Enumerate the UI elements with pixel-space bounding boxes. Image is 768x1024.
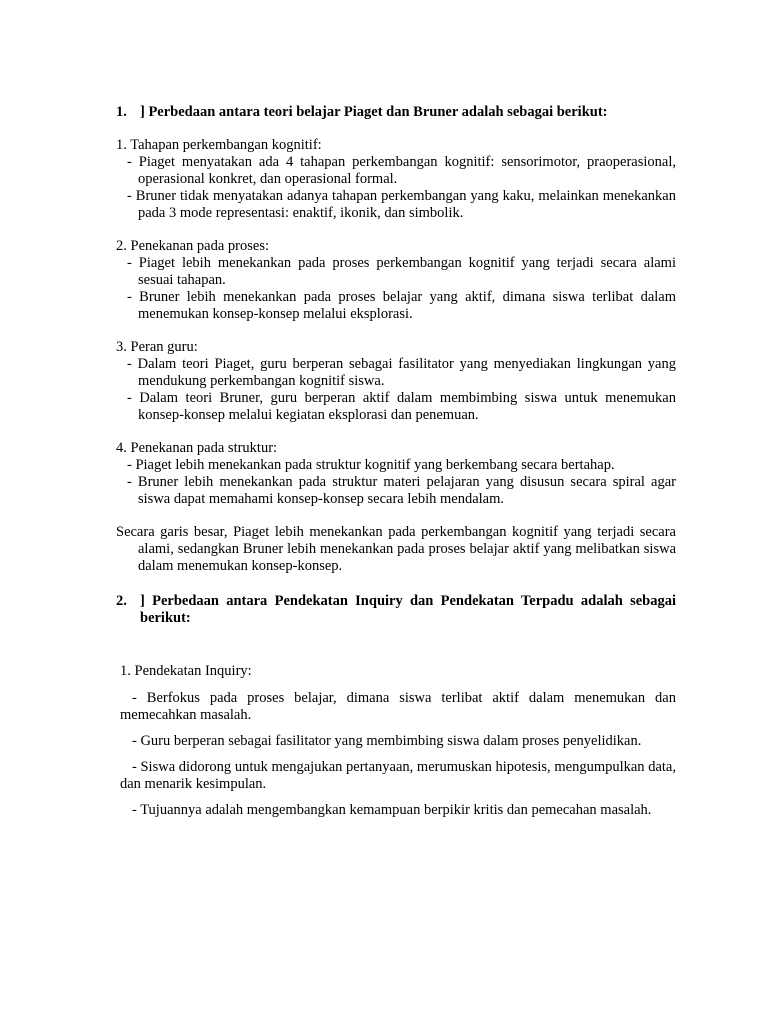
section-2 bbox=[116, 238, 676, 323]
inquiry-title: 1. Pendekatan Inquiry: bbox=[120, 663, 252, 679]
section-title: 4. Penekanan pada struktur: bbox=[116, 440, 278, 456]
section-title: 3. Peran guru: bbox=[116, 339, 198, 355]
section-4 bbox=[116, 440, 676, 508]
summary-paragraph: Secara garis besar, Piaget lebih menekankan pada perkembangan kognitif yang terjadi secara alami, sedangkan Bruner lebih menekankan pada proses belajar aktif yang melibatkan siswa dalam menemukan konsep-konsep. bbox=[116, 524, 676, 574]
inquiry-item: - Siswa didorong untuk mengajukan pertanyaan, merumuskan hipotesis, mengumpulkan data, dan menarik kesimpulan. bbox=[120, 759, 676, 792]
inquiry-item: - Guru berperan sebagai fasilitator yang membimbing siswa dalam proses penyelidikan. bbox=[132, 733, 642, 749]
section-title: 2. Penekanan pada proses: bbox=[116, 238, 270, 254]
question-2-number: 2. bbox=[116, 593, 127, 609]
bullet-item: - Dalam teori Bruner, guru berperan aktif dalam membimbing siswa untuk menemukan konsep-konsep melalui kegiatan eksplorasi dan penemuan. bbox=[127, 390, 676, 423]
question-2-text: ] Perbedaan antara Pendekatan Inquiry dan Pendekatan Terpadu adalah sebagai berikut: bbox=[140, 593, 676, 626]
section-1 bbox=[116, 137, 676, 222]
bullet-item: - Bruner lebih menekankan pada struktur materi pelajaran yang disusun secara spiral agar siswa dapat memahami konsep-konsep secara lebih mendalam. bbox=[127, 474, 676, 507]
bullet-item: - Piaget lebih menekankan pada struktur kognitif yang berkembang secara bertahap. bbox=[127, 457, 615, 473]
section-3 bbox=[116, 339, 676, 424]
question-1-heading bbox=[116, 104, 676, 121]
bullet-item: - Bruner lebih menekankan pada proses belajar yang aktif, dimana siswa terlibat dalam menemukan konsep-konsep melalui eksplorasi. bbox=[127, 289, 676, 322]
bullet-item: - Piaget menyatakan ada 4 tahapan perkembangan kognitif: sensorimotor, praoperasional, operasional konkret, dan operasional formal. bbox=[127, 154, 676, 187]
question-1-number: 1. bbox=[116, 104, 127, 120]
question-1-text: ] Perbedaan antara teori belajar Piaget dan Bruner adalah sebagai berikut: bbox=[140, 104, 608, 120]
bullet-item: - Bruner tidak menyatakan adanya tahapan perkembangan yang kaku, melainkan menekankan pada 3 mode representasi: enaktif, ikonik, dan simbolik. bbox=[127, 188, 676, 221]
question-2-heading bbox=[116, 593, 676, 627]
section-title: 1. Tahapan perkembangan kognitif: bbox=[116, 137, 322, 153]
inquiry-item: - Berfokus pada proses belajar, dimana siswa terlibat aktif dalam menemukan dan memecahkan masalah. bbox=[120, 690, 676, 723]
bullet-item: - Dalam teori Piaget, guru berperan sebagai fasilitator yang menyediakan lingkungan yang mendukung perkembangan kognitif siswa. bbox=[127, 356, 676, 389]
document-page bbox=[116, 104, 676, 828]
inquiry-item: - Tujuannya adalah mengembangkan kemampuan berpikir kritis dan pemecahan masalah. bbox=[132, 802, 652, 818]
bullet-item: - Piaget lebih menekankan pada proses perkembangan kognitif yang terjadi secara alami sesuai tahapan. bbox=[127, 255, 676, 288]
inquiry-section bbox=[116, 663, 676, 819]
